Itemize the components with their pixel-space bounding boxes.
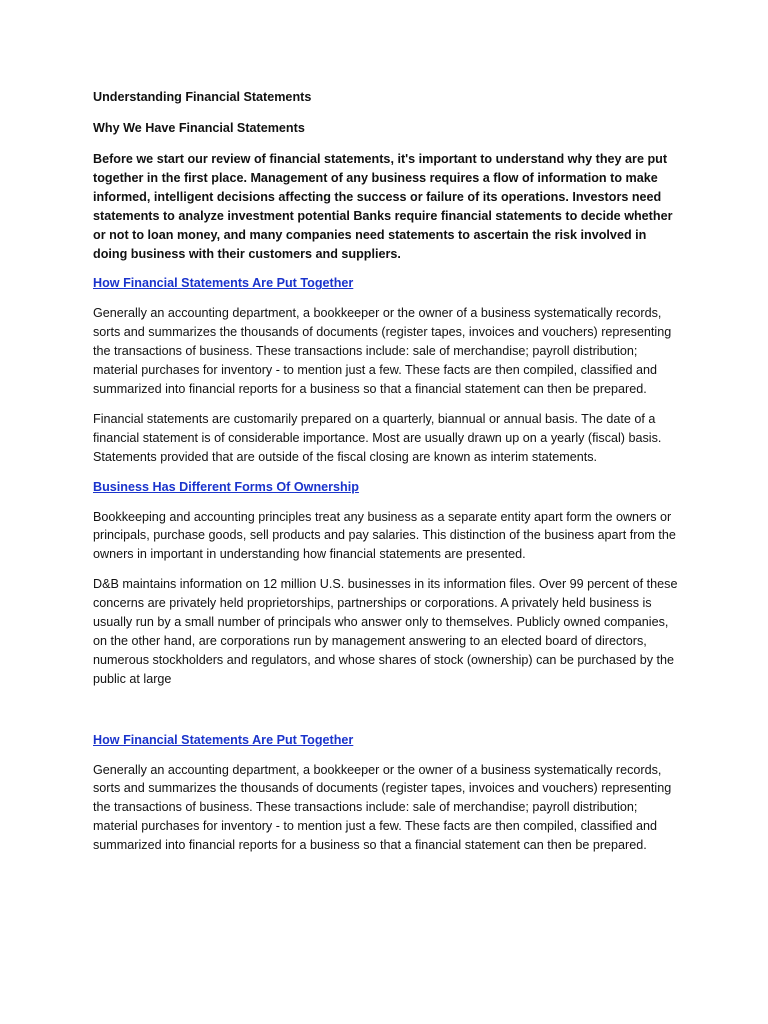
document-title: Understanding Financial Statements	[93, 90, 312, 104]
intro-paragraph: Before we start our review of financial statements, it's important to understand why they are put together in the first place. Management of any business requires a flow of information to make informed, intelligent decisions affecting the success or failure of its operations. Investors need statements to analyze investment potential Banks require financial statements to decide whether or not to loan money, and many companies need statements to ascertain the risk involved in doing business with their customers and suppliers.	[93, 152, 673, 261]
document-subtitle: Why We Have Financial Statements	[93, 121, 305, 135]
link-how-statements-put-together-repeat[interactable]: How Financial Statements Are Put Together	[93, 732, 354, 747]
link-how-statements-put-together[interactable]: How Financial Statements Are Put Together	[93, 276, 354, 291]
section1-paragraph-2: Financial statements are customarily prepared on a quarterly, biannual or annual basis. The date of a financial statement is of considerable importance. Most are usually drawn up on a yearly (fiscal) basis. Statements provided that are outside of the fiscal closing are known as interim statements.	[93, 411, 662, 464]
section-spacer	[93, 700, 676, 731]
section3-paragraph-1: Generally an accounting department, a bookkeeper or the owner of a business systematically records, sorts and summarizes the thousands of documents (register tapes, invoices and vouchers) representing the transactions of business. These transactions include: sale of merchandise; payroll distribution; material purchases for inventory - to mention just a few. These facts are then compiled, classified and summarized into financial reports for a business so that a financial statement can then be prepared.	[93, 762, 672, 853]
section1-paragraph-1: Generally an accounting department, a bookkeeper or the owner of a business systematically records, sorts and summarizes the thousands of documents (register tapes, invoices and vouchers) representing the transactions of business. These transactions include: sale of merchandise; payroll distribution; material purchases for inventory - to mention just a few. These facts are then compiled, classified and summarized into financial reports for a business so that a financial statement can then be prepared.	[93, 306, 672, 396]
section2-paragraph-2: D&B maintains information on 12 million U.S. businesses in its information files. Over 99 percent of these concerns are privately held proprietorships, partnerships or corporations. A privately held business is usually run by a small number of principals who answer only to themselves. Publicly owned companies, on the other hand, are corporations run by management answering to an elected board of directors, numerous stockholders and regulators, and whose shares of stock (ownership) can be purchased by the public at large	[93, 577, 678, 686]
link-business-forms-ownership[interactable]: Business Has Different Forms Of Ownership	[93, 479, 359, 494]
section2-paragraph-1: Bookkeeping and accounting principles treat any business as a separate entity apart form the owners or principals, purchase goods, sell products and pay salaries. This distinction of the business apart from the owners in important in understanding how financial statements are presented.	[93, 509, 676, 562]
